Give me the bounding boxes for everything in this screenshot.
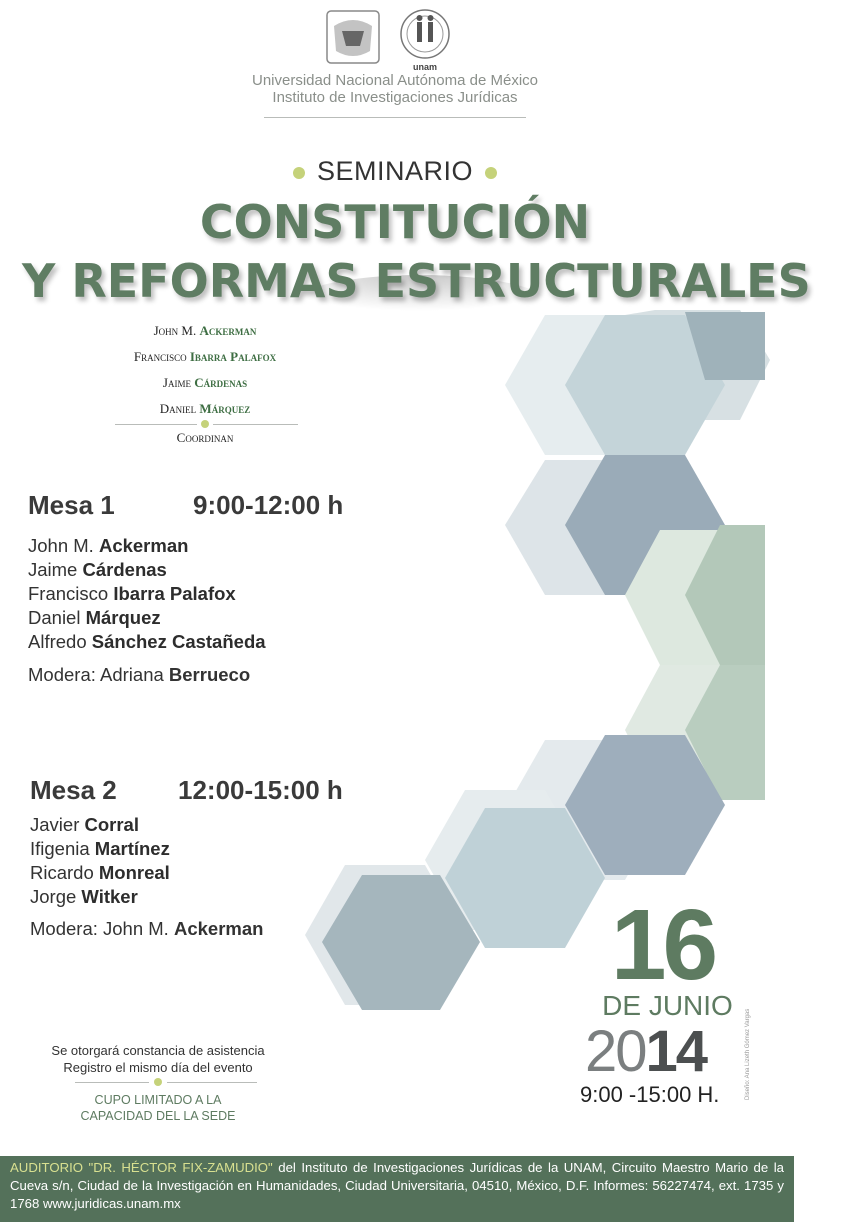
logos [322,6,462,72]
university-name: Universidad Nacional Autónoma de México [252,72,538,89]
coordinators-divider-left [115,424,197,425]
mesa2-moderator: Modera: John M. Ackerman [30,918,264,939]
mesa2-speaker: Ifigenia Martínez [30,838,170,859]
bullet-dot [201,420,209,428]
event-type-label: SEMINARIO [316,156,474,186]
mesa2-header [30,775,430,806]
iij-logo-icon [401,10,449,58]
auditorium-name: AUDITORIO "DR. HÉCTOR FIX-ZAMUDIO" [10,1160,273,1175]
coordinators-divider-right [213,424,298,425]
mesa1-speaker: Jaime Cárdenas [28,559,167,580]
mesa2-speaker: Jorge Witker [30,886,138,907]
institute-name: Instituto de Investigaciones Jurídicas [272,89,518,106]
mesa1-speaker: John M. Ackerman [28,535,189,556]
venue-address: del Instituto de Investigaciones Jurídicas de la UNAM, Circuito Maestro Mario de la Cueva s/n, Ciudad de la Investigación en Humanidades, Ciudad Universitaria, 04510, México, D.F. Informes: 56227474, ext. 1735 y 1768 www.juridicas.unam.mx [10,1160,784,1211]
mesa1-speaker: Alfredo Sánchez Castañeda [28,631,266,652]
coordinator: Francisco Ibarra Palafox [133,349,277,364]
bullet-dot [154,1078,162,1086]
capacity-note-2: CAPACIDAD DEL LA SEDE [80,1109,236,1123]
coordinator: Daniel Márquez [159,401,251,416]
capacity-note-1: CUPO LIMITADO A LA [94,1093,222,1107]
notes-divider-right [167,1082,257,1083]
title-line-2: Y REFORMAS ESTRUCTURALES [22,254,811,308]
coordinator: John M. Ackerman [153,323,257,338]
coordinators-label: Coordinan [176,430,234,445]
mesa1-speaker: Francisco Ibarra Palafox [28,583,236,604]
mesa1-moderator: Modera: Adriana Berrueco [28,664,251,685]
mesa2-hours: 12:00-15:00 h [178,775,343,805]
event-type [0,156,790,187]
event-hours: 9:00 -15:00 H. [580,1082,720,1107]
title-line-1: CONSTITUCIÓN [199,195,591,249]
unam-seal-icon [327,11,379,63]
bullet-dot [485,167,497,179]
registration-note: Registro el mismo día del evento [63,1060,253,1075]
mesa1-speaker: Daniel Márquez [28,607,161,628]
mesa1-header [28,490,428,521]
mesa2-speaker: Javier Corral [30,814,139,835]
event-day: 16 [610,889,715,1001]
venue-footer [0,1156,794,1222]
mesa1-name: Mesa 1 [28,490,115,520]
mesa2-name: Mesa 2 [30,775,117,805]
bullet-dot [293,167,305,179]
event-year: 2014 [585,1019,707,1084]
header-divider [264,117,526,118]
mesa1-hours: 9:00-12:00 h [193,490,344,520]
coordinator: Jaime Cárdenas [162,375,248,390]
attendance-note: Se otorgará constancia de asistencia [51,1043,265,1058]
notes-divider-left [75,1082,149,1083]
design-credit: Diseño: Ana Lizeth Gómez Vargas [745,1008,751,1100]
mesa2-speaker: Ricardo Monreal [30,862,170,883]
logo-unam-text: unam [412,62,438,72]
event-month: DE JUNIO [602,990,733,1021]
